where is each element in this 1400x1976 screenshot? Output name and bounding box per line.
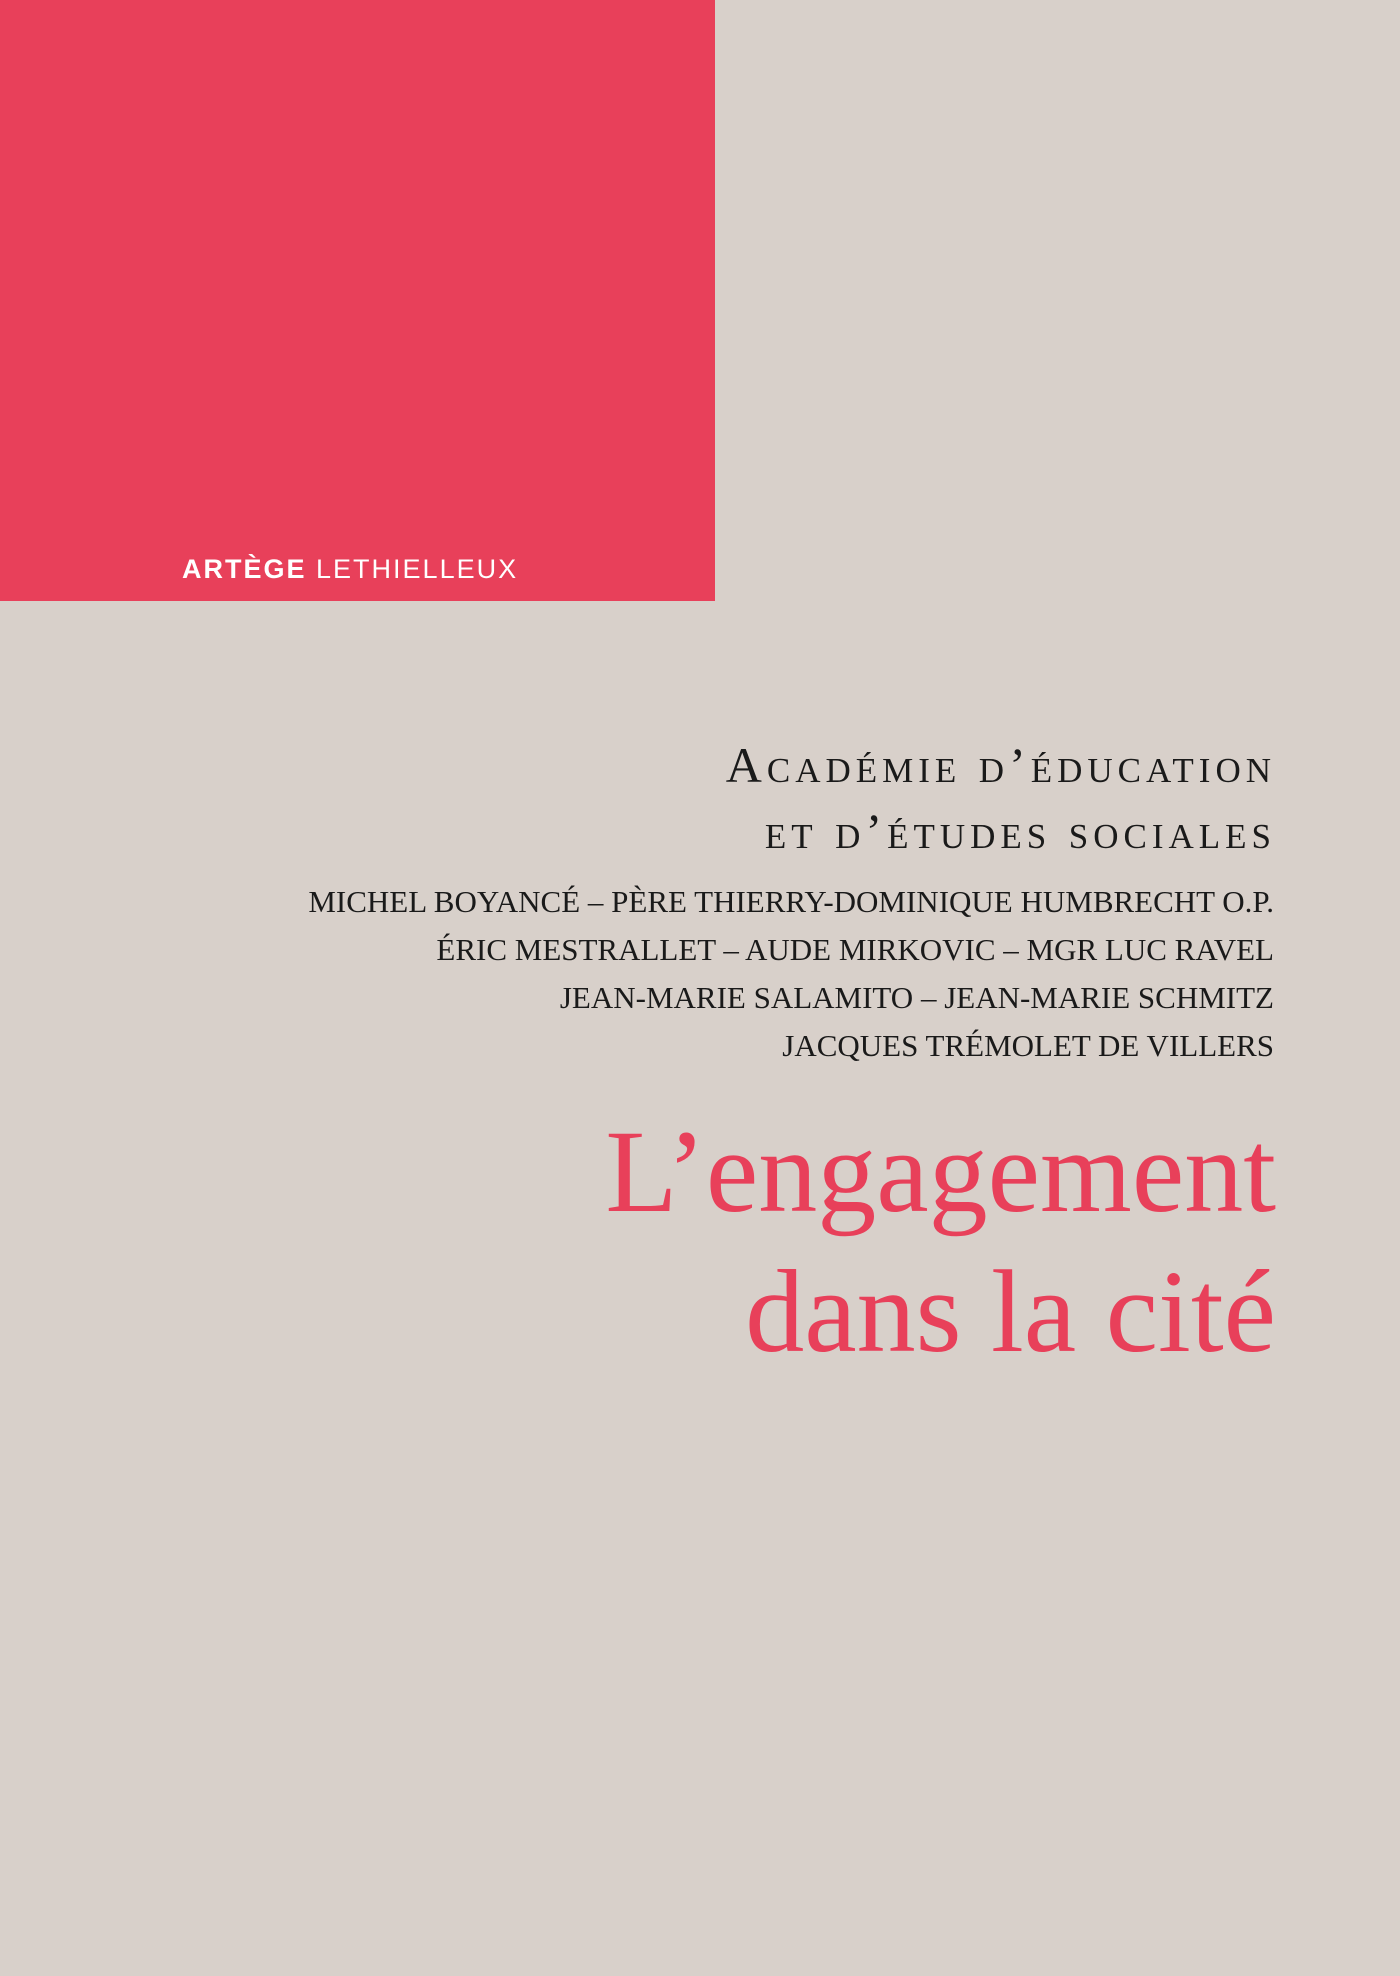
author-line: MICHEL BOYANCÉ – PÈRE THIERRY-DOMINIQUE HUMBRECHT O.P.	[308, 884, 1274, 919]
academy-line-1: Académie d’éducation	[725, 737, 1276, 793]
author-line: JACQUES TRÉMOLET DE VILLERS	[782, 1028, 1274, 1063]
publisher-name-bold: ARTÈGE	[182, 554, 307, 584]
title-line-2: dans la cité	[745, 1246, 1276, 1377]
author-line: JEAN-MARIE SALAMITO – JEAN-MARIE SCHMITZ	[559, 980, 1274, 1015]
book-title	[605, 1102, 1276, 1382]
publisher-name-light: LETHIELLEUX	[316, 554, 519, 584]
publisher-logo	[182, 556, 518, 583]
author-list	[308, 878, 1274, 1070]
red-color-block	[0, 0, 715, 601]
academy-name	[726, 732, 1276, 864]
author-line: ÉRIC MESTRALLET – AUDE MIRKOVIC – MGR LUC RAVEL	[436, 932, 1274, 967]
academy-line-2: et d’études sociales	[764, 803, 1276, 859]
title-line-1: L’engagement	[605, 1106, 1276, 1237]
